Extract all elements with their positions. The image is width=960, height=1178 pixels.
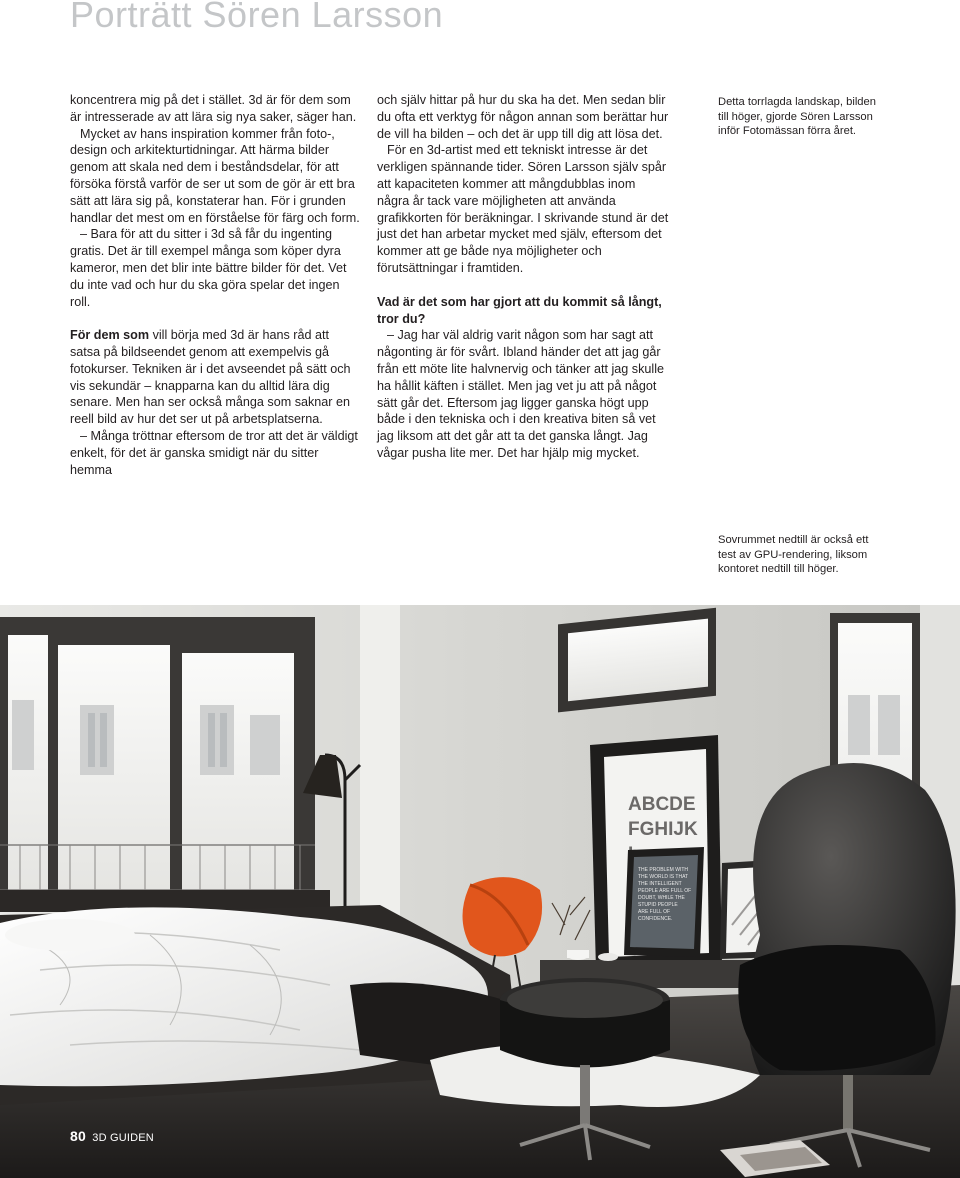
quote-line: THE PROBLEM WITH (638, 867, 689, 873)
bedroom-render-photo (0, 605, 960, 1178)
interview-question: Vad är det som har gjort att du kommit så långt, tror du? (377, 294, 662, 326)
paragraph: – Bara för att du sitter i 3d så får du ingenting gratis. Det är till exempel många som köper dyra kameror, men det blir inte bättre bilder för det. Vet du inte vad och hur du ska göra spelar det ingen roll. (70, 227, 347, 309)
paragraph: Mycket av hans inspiration kommer från foto-, design och arkitekturtidningar. Att härma bilder genom att skala ned dem i beståndsdelar, för att försöka förstå varför de ser ut som de gör är ett bra sätt att lära sig på, konstaterar han. För i grunden handlar det mest om en förståelse för färg och form. (70, 126, 360, 225)
large-window (0, 617, 315, 907)
quote-line: ARE FULL OF (638, 909, 671, 915)
image-caption-bottom: Sovrummet nedtill är också ett test av GPU-rendering, liksom kontoret nedtill till höger. (718, 534, 869, 576)
paragraph: koncentrera mig på det i stället. 3d är för dem som är intresserade av att lära sig nya saker, säger han. (70, 93, 357, 124)
paragraph: – Många tröttnar eftersom de tror att det är väldigt enkelt, för det är ganska smidigt när du sitter hemma (70, 428, 358, 477)
paragraph-text: vill börja med 3d är hans råd att satsa på bildseendet genom att exempelvis gå fotokurser. Tekniken är i det avseendet på sätt och vis sekundär – knapparna kan du alltid lära dig senare. Men han ser också många som saknar en reell bild av hur det ser ut på arbetsplatserna. (70, 328, 351, 427)
paragraph-lead: För dem som (70, 328, 150, 343)
text-column-middle (377, 92, 669, 462)
page-number: 80 (70, 1128, 86, 1144)
page-title: Porträtt Sören Larsson (70, 0, 444, 35)
quote-line: STUPID PEOPLE (638, 902, 678, 908)
poster-line: ABCDE (628, 794, 696, 815)
paragraph: och själv hittar på hur du ska ha det. Men sedan blir du ofta ett verktyg för någon annan som berättar hur de vill ha bilden – och det är upp till dig att lösa det. (377, 93, 669, 141)
paragraph (70, 327, 360, 428)
poster-line: FGHIJK (628, 819, 698, 840)
quote-line: THE WORLD IS THAT (638, 874, 689, 880)
text-column-left (70, 92, 360, 478)
paragraph: – Jag har väl aldrig varit någon som har sagt att någonting är för svårt. Ibland händer det att jag går från ett möte lite halvnervig och tänker att jag skulle ha hållit käften i stället. Men jag vet ju att på något sätt går det. Eftersom jag ligger ganska högt upp både i den tekniska och i den kreativa biten så vet jag liksom att det går att ta det ganska långt. Jag vågar pusha lite mer. Det har hjälp mig mycket. (377, 328, 665, 460)
quote-line: PEOPLE ARE FULL OF (638, 888, 692, 894)
quote-poster (624, 847, 704, 957)
high-window (558, 608, 716, 713)
paragraph: För en 3d-artist med ett tekniskt intresse är det verkligen spännande tider. Sören Larsson själv spår att kapaciteten kommer att mångdubblas inom några år tack vare möjligheten att använda grafikkorten för beräkningar. I skrivande stund är det just det han arbetar mycket med själv, eftersom det kommer att ge både nya möjligheter och förutsättningar i framtiden. (377, 143, 669, 275)
page-footer (70, 1128, 154, 1144)
quote-line: CONFIDENCE. (638, 916, 673, 922)
publication-name: 3D GUIDEN (92, 1132, 154, 1144)
quote-line: THE INTELLIGENT (638, 881, 682, 887)
image-caption-top: Detta torrlagda landskap, bilden till höger, gjorde Sören Larsson inför Fotomässan förra året. (718, 96, 876, 138)
quote-line: DOUBT, WHILE THE (638, 895, 685, 901)
